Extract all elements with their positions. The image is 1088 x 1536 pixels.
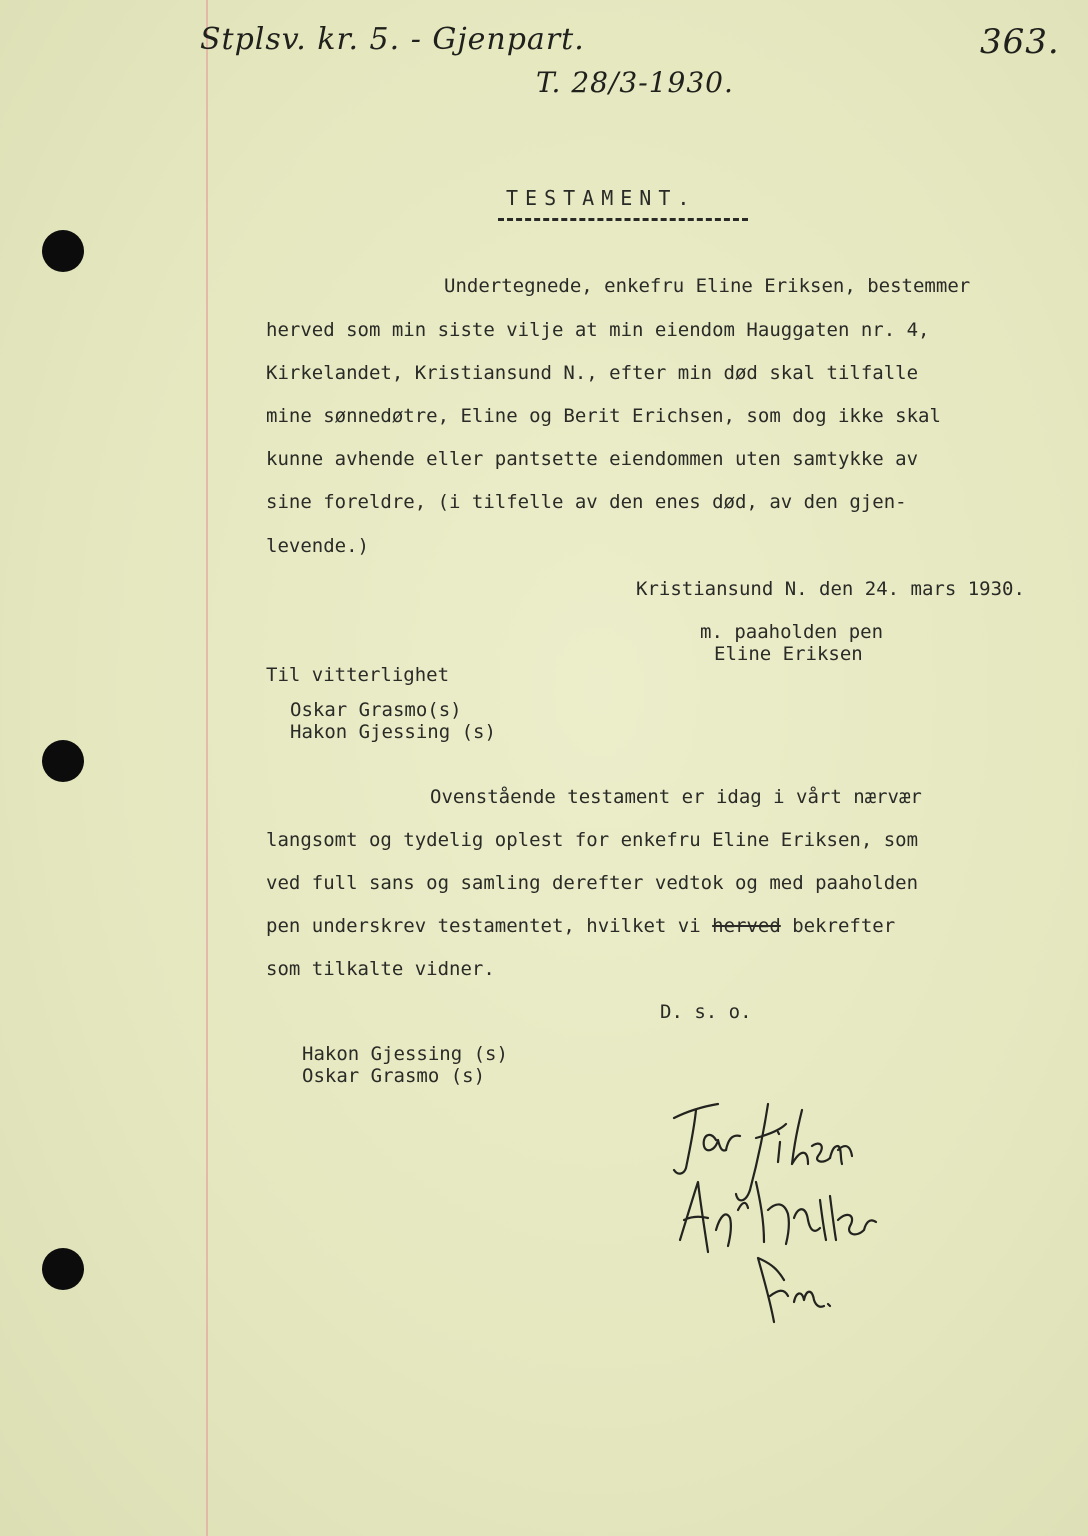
attestation-line: ved full sans og samling derefter vedtok og med paaholden — [266, 872, 919, 894]
closing-mark: D. s. o. — [660, 1001, 752, 1023]
will-line: Undertegnede, enkefru Eline Eriksen, bestemmer — [444, 275, 971, 297]
title-underline — [498, 218, 748, 221]
final-witness-name: Oskar Grasmo (s) — [302, 1065, 486, 1087]
attestation-line: langsomt og tydelig oplest for enkefru Eline Eriksen, som — [266, 829, 919, 851]
witness-name: Oskar Grasmo(s) — [290, 699, 462, 721]
testator-signature-note: m. paaholden pen — [700, 621, 884, 643]
will-line: levende.) — [266, 535, 369, 557]
margin-rule — [206, 0, 208, 1536]
will-line: sine foreldre, (i tilfelle av den enes død, av den gjen- — [266, 491, 907, 513]
testator-name: Eline Eriksen — [714, 643, 863, 665]
will-line: herved som min siste vilje at min eiendom Hauggaten nr. 4, — [266, 319, 930, 341]
attestation-text: pen underskrev testamentet, hvilket vi — [266, 915, 701, 937]
place-date: Kristiansund N. den 24. mars 1930. — [636, 578, 1025, 600]
will-line: kunne avhende eller pantsette eiendommen uten samtykke av — [266, 448, 919, 470]
attestation-line: Ovenstående testament er idag i vårt nærvær — [430, 786, 922, 808]
struck-word: herved — [712, 915, 781, 937]
punch-hole — [42, 1248, 84, 1290]
attestation-line — [266, 914, 895, 938]
punch-hole — [42, 230, 84, 272]
handwritten-signature — [660, 1090, 900, 1350]
page-number: 363. — [980, 22, 1060, 62]
witness-heading: Til vitterlighet — [266, 664, 450, 686]
will-line: mine sønnedøtre, Eline og Berit Erichsen, som dog ikke skal — [266, 405, 941, 427]
document-title: TESTAMENT. — [506, 186, 697, 210]
attestation-text: bekrefter — [792, 915, 896, 937]
final-witness-name: Hakon Gjessing (s) — [302, 1043, 508, 1065]
handwritten-date: T. 28/3-1930. — [536, 66, 734, 99]
punch-hole — [42, 740, 84, 782]
handwritten-reference: Stplsv. kr. 5. - Gjenpart. — [200, 22, 585, 57]
attestation-line: som tilkalte vidner. — [266, 958, 495, 980]
will-line: Kirkelandet, Kristiansund N., efter min død skal tilfalle — [266, 362, 919, 384]
witness-name: Hakon Gjessing (s) — [290, 721, 496, 743]
